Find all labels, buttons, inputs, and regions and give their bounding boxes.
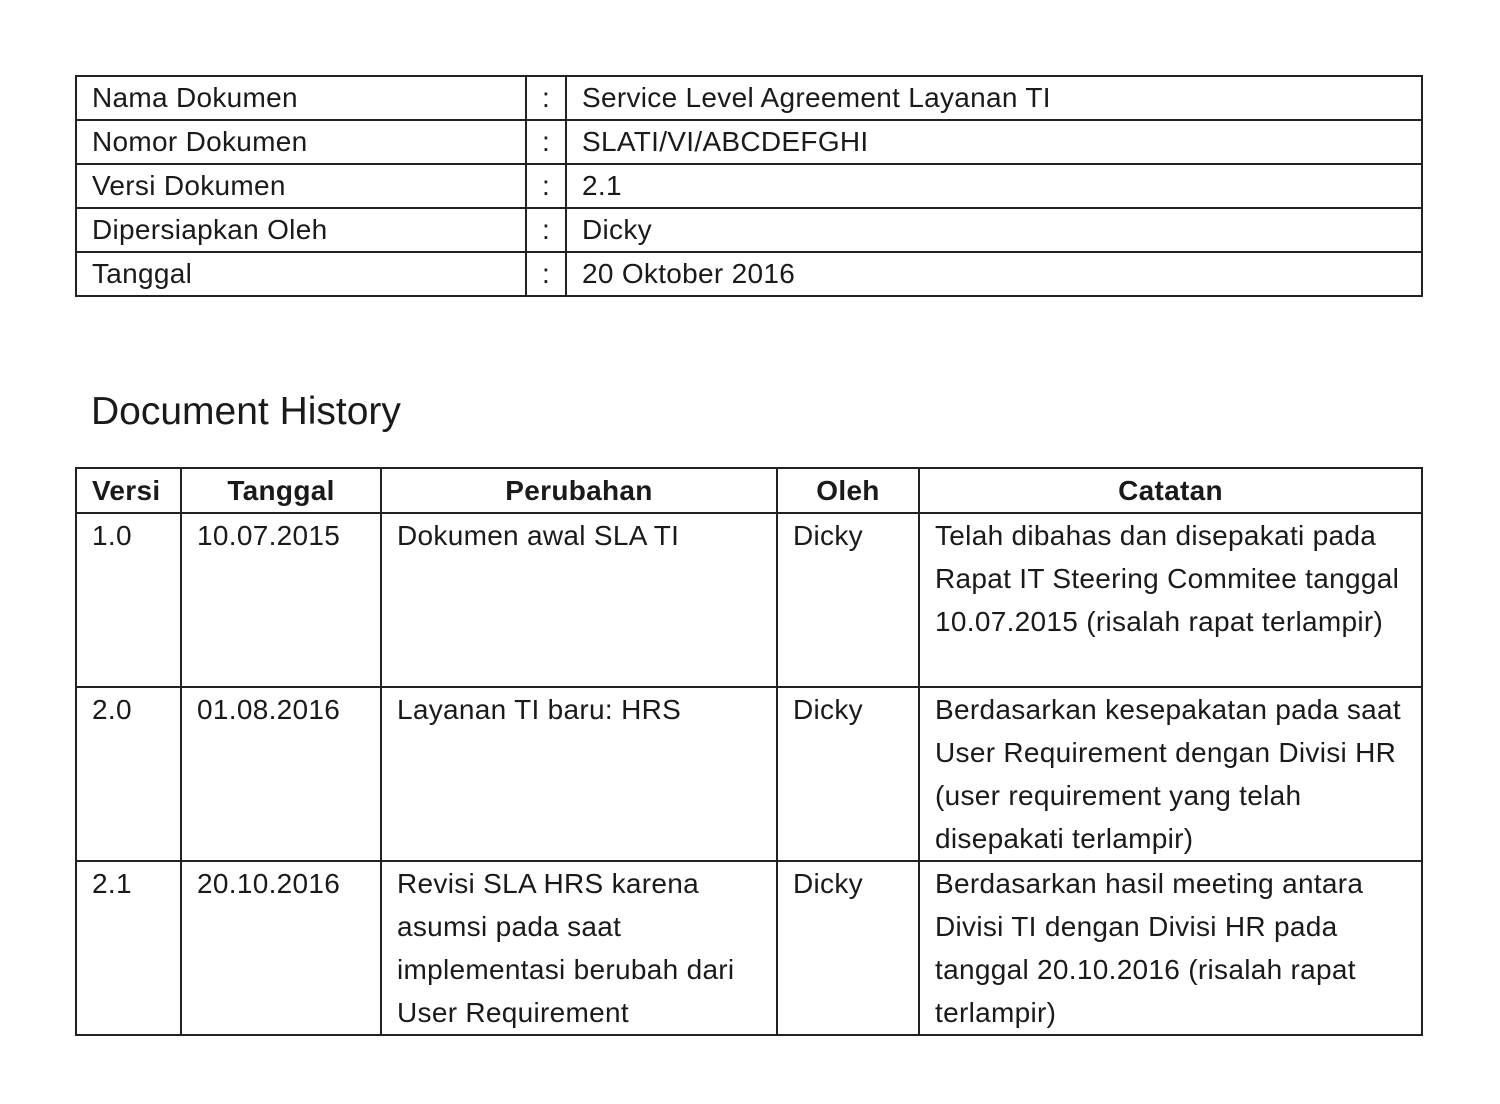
cell-perubahan: Dokumen awal SLA TI [381, 513, 777, 687]
info-row-nomor [76, 120, 1422, 164]
cell-versi: 2.1 [76, 861, 181, 1035]
header-versi: Versi [76, 468, 181, 513]
cell-tanggal: 01.08.2016 [181, 687, 381, 861]
info-label: Tanggal [76, 252, 526, 296]
cell-tanggal: 10.07.2015 [181, 513, 381, 687]
document-history-table [75, 467, 1423, 1036]
section-heading: Document History [91, 390, 401, 433]
info-label: Versi Dokumen [76, 164, 526, 208]
info-row-tanggal [76, 252, 1422, 296]
info-separator: : [526, 120, 566, 164]
info-row-nama [76, 76, 1422, 120]
cell-catatan: Berdasarkan hasil meeting antara Divisi TI dengan Divisi HR pada tanggal 20.10.2016 (risalah rapat terlampir) [919, 861, 1422, 1035]
info-value: Service Level Agreement Layanan TI [566, 76, 1422, 120]
cell-perubahan: Layanan TI baru: HRS [381, 687, 777, 861]
info-value: Dicky [566, 208, 1422, 252]
cell-oleh: Dicky [777, 861, 919, 1035]
table-row [76, 687, 1422, 861]
header-tanggal: Tanggal [181, 468, 381, 513]
cell-catatan: Telah dibahas dan disepakati pada Rapat IT Steering Commitee tanggal 10.07.2015 (risalah rapat terlampir) [919, 513, 1422, 687]
header-catatan: Catatan [919, 468, 1422, 513]
info-label: Nomor Dokumen [76, 120, 526, 164]
info-label: Nama Dokumen [76, 76, 526, 120]
info-separator: : [526, 76, 566, 120]
cell-versi: 1.0 [76, 513, 181, 687]
info-value: SLATI/VI/ABCDEFGHI [566, 120, 1422, 164]
cell-perubahan: Revisi SLA HRS karena asumsi pada saat implementasi berubah dari User Requirement [381, 861, 777, 1035]
info-label: Dipersiapkan Oleh [76, 208, 526, 252]
info-row-versi [76, 164, 1422, 208]
info-separator: : [526, 164, 566, 208]
cell-oleh: Dicky [777, 513, 919, 687]
document-info-table [75, 75, 1423, 297]
cell-tanggal: 20.10.2016 [181, 861, 381, 1035]
cell-versi: 2.0 [76, 687, 181, 861]
header-oleh: Oleh [777, 468, 919, 513]
cell-oleh: Dicky [777, 687, 919, 861]
history-header-row [76, 468, 1422, 513]
info-row-oleh [76, 208, 1422, 252]
cell-catatan: Berdasarkan kesepakatan pada saat User Requirement dengan Divisi HR (user requirement yang telah disepakati terlampir) [919, 687, 1422, 861]
info-value: 20 Oktober 2016 [566, 252, 1422, 296]
info-separator: : [526, 252, 566, 296]
info-separator: : [526, 208, 566, 252]
table-row [76, 513, 1422, 687]
header-perubahan: Perubahan [381, 468, 777, 513]
table-row [76, 861, 1422, 1035]
info-value: 2.1 [566, 164, 1422, 208]
